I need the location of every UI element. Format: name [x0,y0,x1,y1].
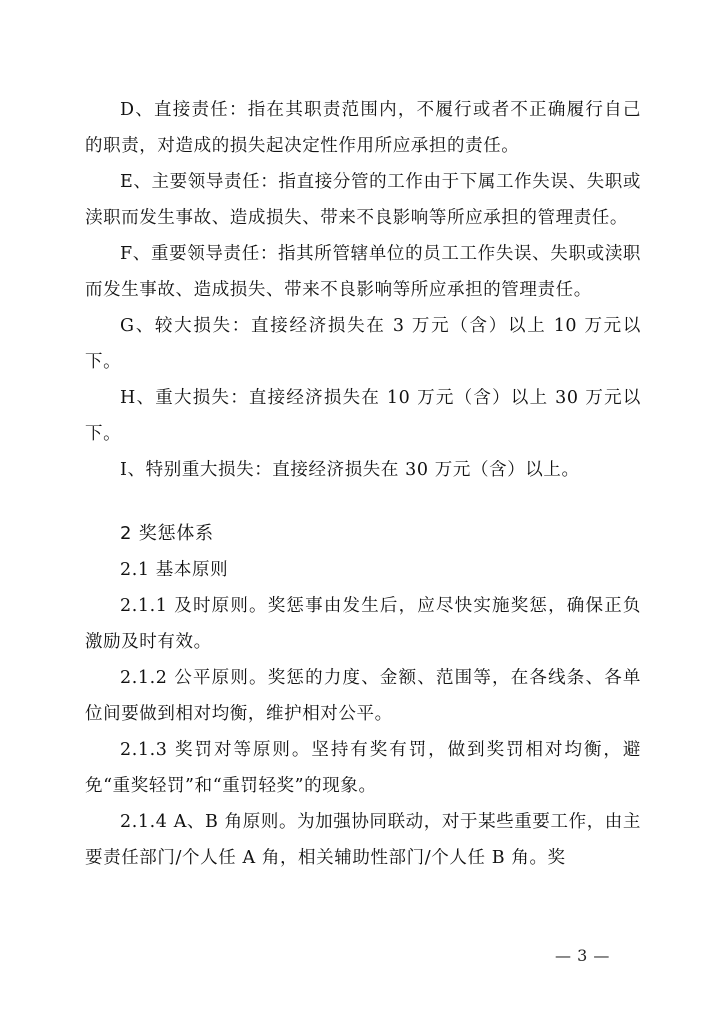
definition-main-leadership-responsibility: E、主要领导责任：指直接分管的工作由于下属工作失误、失职或渎职而发生事故、造成损失、带来不良影响等所应承担的管理责任。 [85,172,641,228]
page-number: — 3 — [555,946,610,965]
principle-ab-role: 2.1.4 A、B 角原则。为加强协同联动，对于某些重要工作，由主要责任部门/个人任 A 角，相关辅助性部门/个人任 B 角。奖 [85,812,641,868]
section-gap [85,488,641,516]
definition-important-leadership-responsibility: F、重要领导责任：指其所管辖单位的员工工作失误、失职或渎职而发生事故、造成损失、带来不良影响等所应承担的管理责任。 [85,244,641,300]
document-body [85,92,641,876]
definition-direct-responsibility: D、直接责任：指在其职责范围内，不履行或者不正确履行自己的职责，对造成的损失起决定性作用所应承担的责任。 [85,100,641,156]
definition-extraordinary-loss: I、特别重大损失：直接经济损失在 30 万元（含）以上。 [120,460,580,480]
principle-reward-penalty-equivalence: 2.1.3 奖罚对等原则。坚持有奖有罚，做到奖罚相对均衡，避免“重奖轻罚”和“重罚轻奖”的现象。 [85,740,641,796]
principle-fairness: 2.1.2 公平原则。奖惩的力度、金额、范围等，在各线条、各单位间要做到相对均衡，维护相对公平。 [85,668,641,724]
section-heading: 2 奖惩体系 [120,523,214,544]
definition-large-loss: G、较大损失：直接经济损失在 3 万元（含）以上 10 万元以下。 [85,316,641,372]
subsection-heading: 2.1 基本原则 [120,560,229,580]
definition-major-loss: H、重大损失：直接经济损失在 10 万元（含）以上 30 万元以下。 [85,388,641,444]
principle-timely: 2.1.1 及时原则。奖惩事由发生后，应尽快实施奖惩，确保正负激励及时有效。 [85,596,641,652]
